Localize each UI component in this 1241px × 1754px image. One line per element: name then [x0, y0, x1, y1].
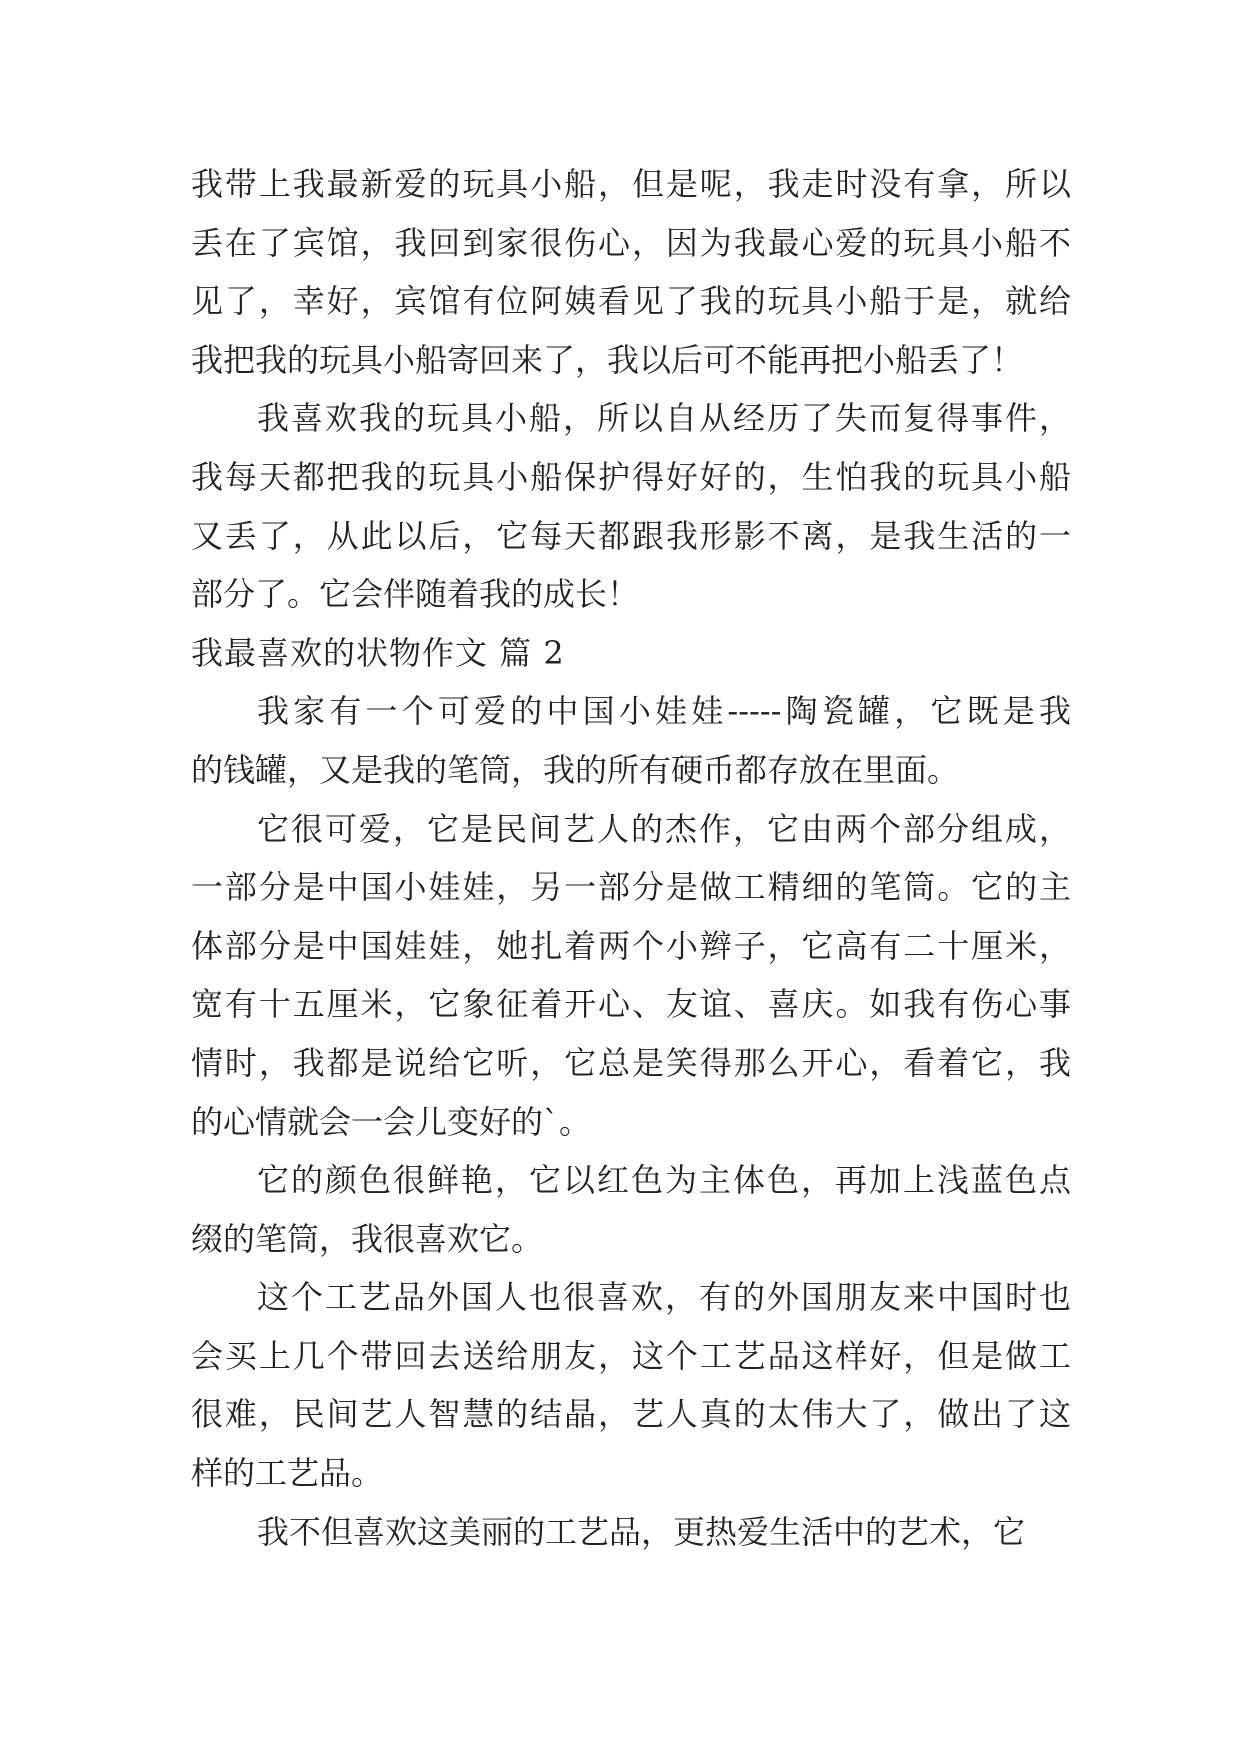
text-line: 我每天都把我的玩具小船保护得好好的，生怕我的玩具小船: [191, 457, 1071, 496]
text-line: 又丢了，从此以后，它每天都跟我形影不离，是我生活的一: [191, 516, 1071, 555]
text-line: 我喜欢我的玩具小船，所以自从经历了失而复得事件，: [257, 399, 1071, 438]
paragraph: [191, 1151, 1071, 1268]
text-line: 我带上我最新爱的玩具小船，但是呢，我走时没有拿，所以: [191, 165, 1071, 203]
paragraph: [191, 1268, 1071, 1502]
paragraph: [191, 389, 1071, 623]
text-line: 我不但喜欢这美丽的工艺品，更热爱生活中的艺术，它: [257, 1512, 1026, 1551]
text-line: 情时，我都是说给它听，它总是笑得那么开心，看着它，我: [191, 1043, 1071, 1082]
text-line: 缀的笔筒，我很喜欢它。: [191, 1219, 544, 1258]
text-line: 的钱罐，又是我的笔筒，我的所有硬币都存放在里面。: [191, 750, 960, 789]
text-line: 它的颜色很鲜艳，它以红色为主体色，再加上浅蓝色点: [257, 1161, 1071, 1200]
text-line: 样的工艺品。: [191, 1454, 384, 1493]
text-line: 会买上几个带回去送给朋友，这个工艺品这样好，但是做工: [191, 1336, 1071, 1375]
paragraph: [191, 1503, 1071, 1562]
document-body: [191, 155, 1071, 1561]
text-line: 部分了。它会伴随着我的成长！: [191, 575, 640, 614]
text-line: 它很可爱，它是民间艺人的杰作，它由两个部分组成，: [257, 809, 1071, 848]
paragraph: [191, 800, 1071, 1152]
text-line: 丢在了宾馆，我回到家很伤心，因为我最心爱的玩具小船不: [191, 223, 1071, 262]
text-line: 见了，幸好，宾馆有位阿姨看见了我的玩具小船于是，就给: [191, 282, 1071, 321]
section-heading: 我最喜欢的状物作文 篇 2: [191, 633, 565, 672]
text-line: 我家有一个可爱的中国小娃娃-----陶瓷罐，它既是我: [257, 692, 1071, 731]
text-line: 体部分是中国娃娃，她扎着两个小辫子，它高有二十厘米，: [191, 926, 1071, 965]
text-line: 我把我的玩具小船寄回来了，我以后可不能再把小船丢了！: [191, 340, 1024, 379]
text-line: 宽有十五厘米，它象征着开心、友谊、喜庆。如我有伤心事: [191, 985, 1071, 1024]
paragraph: [191, 682, 1071, 799]
text-line: 的心情就会一会儿变好的`。: [191, 1102, 592, 1141]
text-line: 一部分是中国小娃娃，另一部分是做工精细的笔筒。它的主: [191, 868, 1071, 907]
text-line: 很难，民间艺人智慧的结晶，艺人真的太伟大了，做出了这: [191, 1395, 1071, 1434]
paragraph: [191, 155, 1071, 389]
text-line: 这个工艺品外国人也很喜欢，有的外国朋友来中国时也: [257, 1278, 1071, 1317]
